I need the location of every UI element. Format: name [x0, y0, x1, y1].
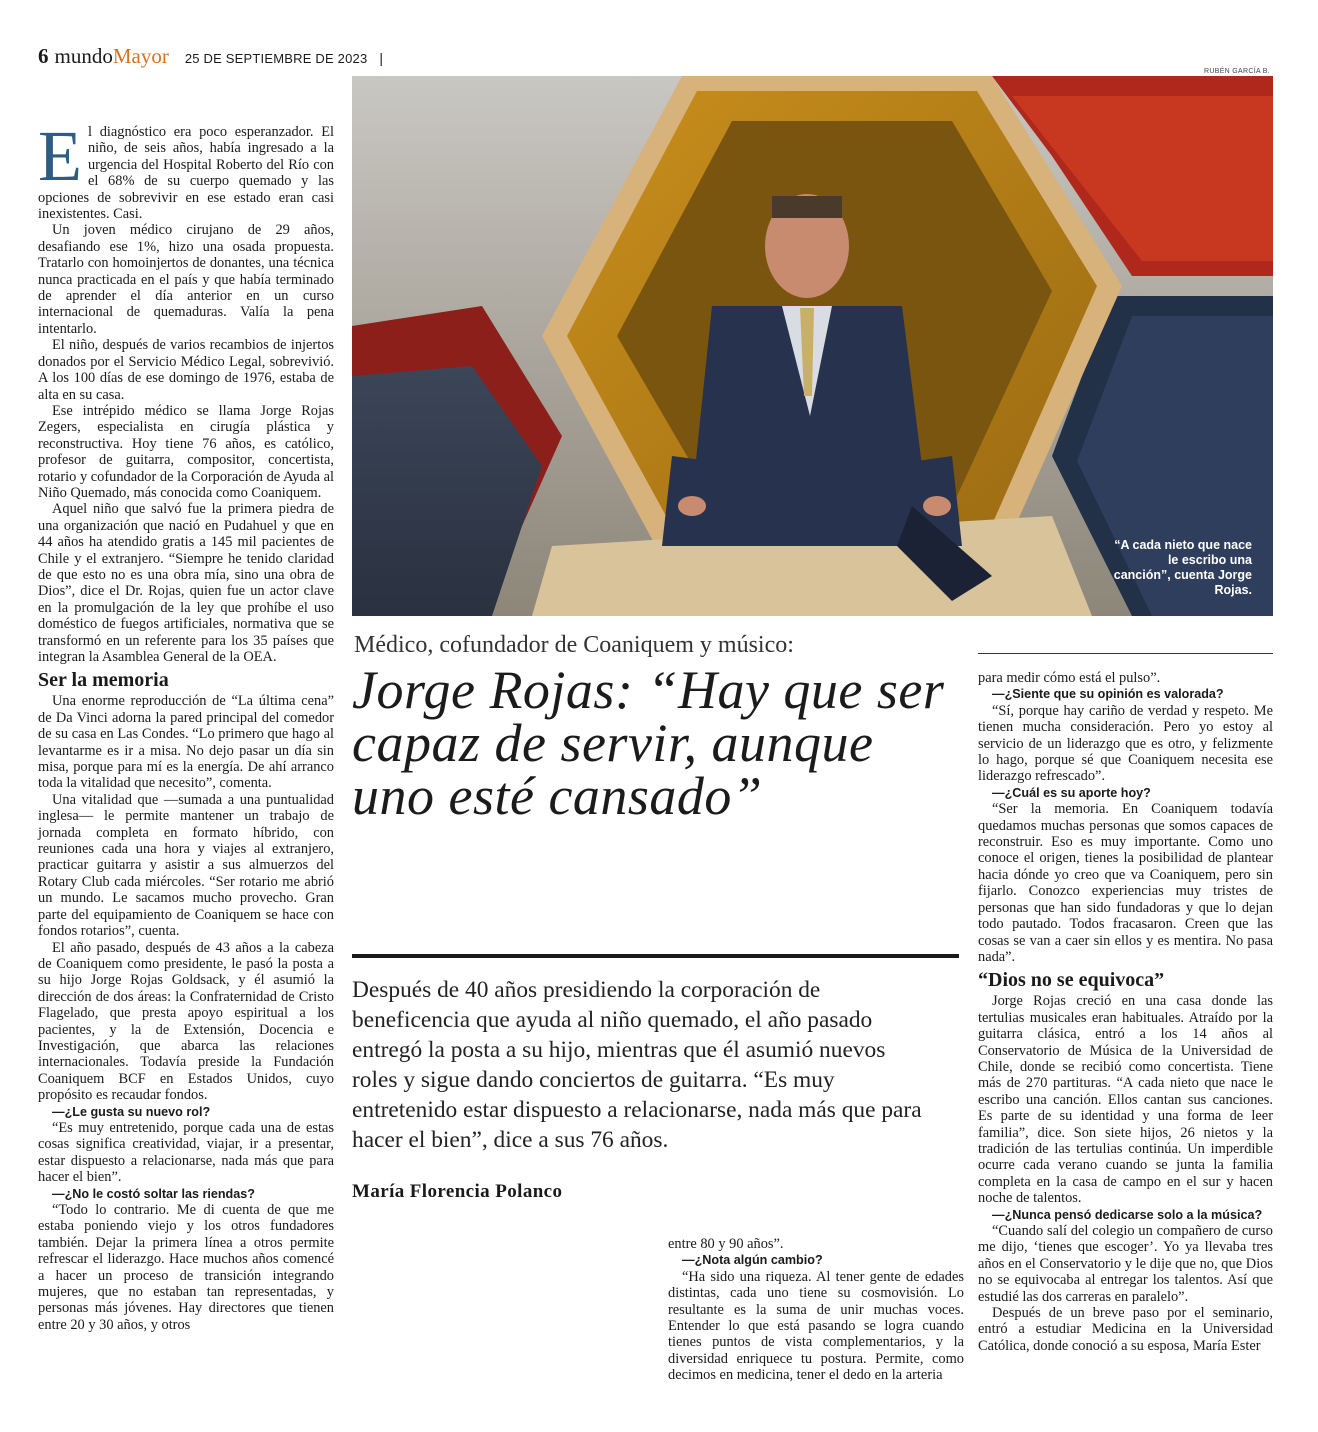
photo-caption: “A cada nieto que nace le escribo una canción”, cuenta Jorge Rojas.: [1113, 538, 1252, 597]
interview-question: —¿Le gusta su nuevo rol?: [52, 1104, 211, 1119]
interview-question: —¿Siente que su opinión es valorada?: [992, 687, 1224, 702]
body-paragraph: Ese intrépido médico se llama Jorge Rojas Zegers, especialista en cirugía plástica y reconstructiva. Hoy tiene 76 años, es católico, profesor de guitarra, compositor, concertista, rotario y cofundador de la Corporación de Ayuda al Niño Quemado, más conocida como Coaniquem.: [38, 402, 334, 501]
body-paragraph: El año pasado, después de 43 años a la cabeza de Coaniquem como presidente, le pasó la posta a su hijo Jorge Rojas Goldsack, y él asumió la dirección de dos áreas: la Confraternidad de Cristo Flagelado, que presta apoyo espiritual a los pacientes, y la de Extensión, Docencia e Investigación, que abarca las relaciones internacionales. Todavía preside la Fundación Coaniquem BCF en Estados Unidos, cuyo propósito es recaudar fondos.: [38, 939, 334, 1104]
drop-cap: E: [38, 116, 82, 196]
section-heading: “Dios no se equivoca”: [978, 969, 1165, 992]
page-number: 6: [38, 44, 49, 68]
interview-question: —¿Nunca pensó dedicarse solo a la música?: [992, 1207, 1263, 1222]
body-paragraph: El niño, después de varios recambios de injertos donados por el Servicio Médico Legal, sobrevivió. A los 100 días de ese domingo de 1976, estaba de alta en su casa.: [38, 337, 334, 403]
photo-credit: RUBÉN GARCÍA B.: [1204, 68, 1270, 75]
body-paragraph: Un joven médico cirujano de 29 años, desafiando ese 1%, hizo una osada propuesta. Tratarlo con homoinjertos de donantes, una técnica nunca practicada en el país y que había terminado de aprender el día anterior en un curso internacional de quemaduras. Valía la pena intentarlo.: [38, 222, 334, 337]
interview-question: —¿No le costó soltar las riendas?: [52, 1186, 255, 1201]
body-paragraph: “Ser la memoria. En Coaniquem todavía quedamos muchas personas que somos capaces de reconstruir. Eso es muy importante. Como uno conoce el origen, tienes la posibilidad de plantear hacia dónde yo creo que va Coaniquem, pero sin fijarlo. Conozco experiencias muy tristes de personas que han sido fundadoras y que lo dejan todo pautado. Todos fracasaron. Creen que las cosas se van a caer sin ellos y es mentira. No pasa nada”.: [978, 801, 1273, 965]
headline-divider: [352, 954, 959, 958]
column-top-rule: [978, 653, 1273, 654]
body-paragraph: Una vitalidad que —sumada a una puntualidad inglesa— le permite mantener un trabajo de jornada completa en formato híbrido, con reuniones cada una hora y viajes al extranjero, practicar guitarra y asistir a sus almuerzos del Rotary Club cada miércoles. “Ser rotario me abrió un mundo. Le sacamos mucho provecho. Gran parte del equipamiento de Coaniquem se hace con fondos rotarios”, cuenta.: [38, 791, 334, 940]
section-heading: Ser la memoria: [38, 669, 169, 692]
interview-question: —¿Nota algún cambio?: [682, 1253, 823, 1268]
interview-question: —¿Cuál es su aporte hoy?: [992, 785, 1151, 800]
article-column-3: [978, 670, 1273, 1354]
body-paragraph: “Todo lo contrario. Me di cuenta de que me estaba poniendo viejo y los otros fundadores también. Dejar la primera línea a otros permite refrescar el liderazgo. Hace muchos años comencé a hacer un proceso de transición integrando mujeres, que no estaban tan representadas, y personas más jóvenes. Hay directores que tienen entre 20 y 30 años, y otros: [38, 1202, 334, 1333]
intro-paragraph: [38, 116, 334, 223]
section-brand: [55, 44, 169, 69]
portrait-photo-illustration: [352, 76, 1273, 616]
article-kicker: Médico, cofundador de Coaniquem y músico:: [354, 632, 794, 658]
body-paragraph: “Es muy entretenido, porque cada una de estas cosas significa creatividad, viajar, ir a presentar, estar dispuesto a relacionarse, nada más que para hacer el bien”.: [38, 1119, 334, 1186]
issue-date: 25 DE SEPTIEMBRE DE 2023: [184, 51, 368, 66]
portrait-photo: [352, 76, 1273, 616]
body-paragraph: Jorge Rojas creció en una casa donde las tertulias musicales eran habituales. Atraído por la guitarra clásica, entró a los 14 años al Conservatorio de Música de la Universidad de Chile, donde se recibió como concertista. Tiene más de 270 partituras. “A cada nieto que nace le escribo una canción. Ellos cantan sus canciones. Es parte de su identidad y una forma de leer familia”, dice. Son siete hijos, 26 nietos y la tradición de las tertulias continúa. Un imperdible ocurre cada verano cuando se junta la familia completa en la casa de campo en el sur y hacen noche de talentos.: [978, 993, 1273, 1207]
article-headline: Jorge Rojas: “Hay que ser capaz de servir, aunque uno esté cansado”: [352, 660, 945, 826]
body-paragraph: “Cuando salí del colegio un compañero de curso me dijo, ‘tienes que escoger’. Yo ya llevaba tres años en el Conservatorio y le dije que no, que Dios no se equivocaba al entregar los talentos. Así que estudié las dos carreras en paralelo”.: [978, 1223, 1273, 1305]
intro-text: l diagnóstico era poco esperanzador. El niño, de seis años, había ingresado a la urgencia del Hospital Roberto del Río con el 68% de su cuerpo quemado y las opciones de sobrevivir en ese estado eran casi inexistentes. Casi.: [38, 124, 334, 223]
header-separator: |: [379, 50, 384, 66]
body-paragraph: entre 80 y 90 años”.: [668, 1236, 784, 1252]
article-column-2: [668, 1236, 964, 1384]
body-paragraph: para medir cómo está el pulso”.: [978, 670, 1161, 686]
body-paragraph: Aquel niño que salvó fue la primera piedra de una organización que nació en Pudahuel y que en 44 años ha atendido gratis a 145 mil pacientes de Chile y el extranjero. “Siempre he tenido claridad de que esto no es una obra mía, sino una obra de Dios”, dice el Dr. Rojas, quien fue un actor clave en la promulgación de la ley que prohíbe el uso doméstico de fuegos artificiales, normativa que se transformó en un referente para los 35 países que integran la Asamblea General de la OEA.: [38, 501, 334, 665]
article-lead: Después de 40 años presidiendo la corporación de beneficencia que ayuda al niño quemado, el año pasado entregó la posta a su hijo, mientras que él asumió nuevos roles y sigue dando conciertos de guitarra. “Es muy entretenido estar dispuesto a relacionarse, nada más que para hacer el bien”, dice a sus 76 años.: [352, 977, 922, 1153]
body-paragraph: Una enorme reproducción de “La última cena” de Da Vinci adorna la pared principal del comedor de su casa en Las Condes. “Lo primero que hago al levantarme es ir a misa. No dejo pasar un día sin misa, porque para mí es la energía. De ahí arranco toda la vitalidad que necesito”, comenta.: [38, 693, 334, 792]
article-column-1: [38, 116, 334, 1333]
body-paragraph: Después de un breve paso por el seminario, entró a estudiar Medicina en la Universidad Católica, donde conoció a su esposa, María Ester: [978, 1305, 1273, 1354]
article-byline: María Florencia Polanco: [352, 1181, 563, 1202]
body-paragraph: “Sí, porque hay cariño de verdad y respeto. Me tienen mucha consideración. Pero yo estoy al servicio de un liderazgo que es otro, y felizmente lo hago, porque sé que Coaniquem necesita ese liderazgo refrescado”.: [978, 702, 1273, 785]
brand-part-2: Mayor: [112, 44, 169, 68]
brand-part-1: mundo: [54, 44, 113, 68]
body-paragraph: “Ha sido una riqueza. Al tener gente de edades distintas, cada uno tiene su cosmovisión. Lo resultante es la suma de unir muchas voces. Entender lo que está pasando se logra cuando tienes puntos de vista complementarios, y la diversidad enriquece tu postura. Permite, como decimos en medicina, tener el dedo en la arteria: [668, 1268, 964, 1384]
page-header: [38, 44, 383, 72]
